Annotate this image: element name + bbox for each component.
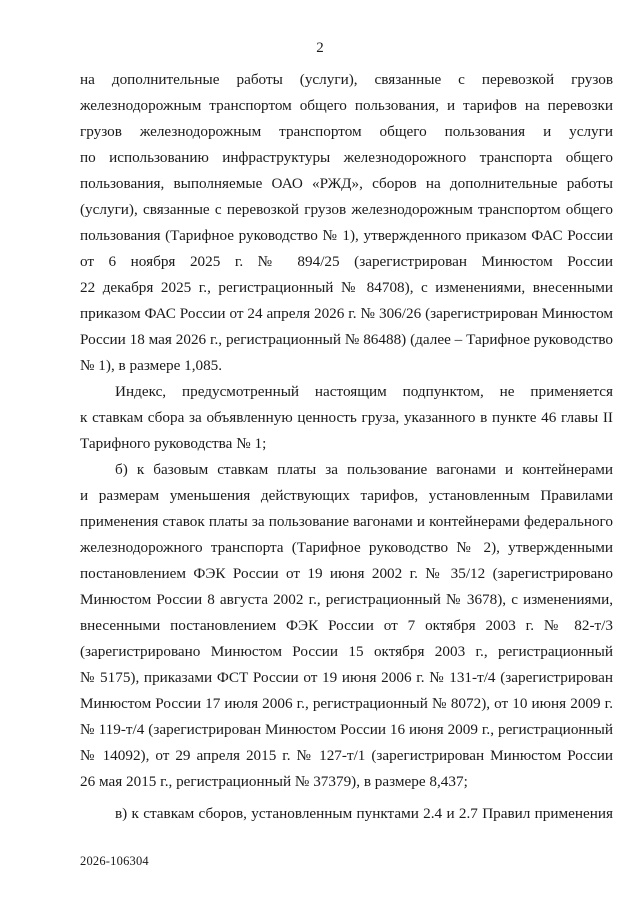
text-line: и размерам уменьшения действующих тарифов, установленным Правилами [80, 487, 613, 504]
text-line: Минюстом России 8 августа 2002 г., регистрационный № 3678), с изменениями, [80, 591, 613, 608]
text-line: России 18 мая 2026 г., регистрационный № 86488) (далее – Тарифное руководство [80, 331, 613, 348]
text-line: № 14092), от 29 апреля 2015 г. № 127-т/1 (зарегистрирован Минюстом России [80, 747, 613, 764]
text-line: от 6 ноября 2025 г. № 894/25 (зарегистрирован Минюстом России [80, 253, 613, 270]
text-line: постановлением ФЭК России от 19 июня 2002 г. № 35/12 (зарегистрировано [80, 565, 613, 582]
text-line: железнодорожного транспорта (Тарифное руководство № 2), утвержденными [80, 539, 613, 556]
text-line: 22 декабря 2025 г., регистрационный № 84708), с изменениями, внесенными [80, 279, 613, 296]
text-line: по использованию инфраструктуры железнодорожного транспорта общего [80, 149, 613, 166]
text-line: (зарегистрировано Минюстом России 15 октября 2003 г., регистрационный [80, 643, 613, 660]
text-line: внесенными постановлением ФЭК России от 7 октября 2003 г. № 82-т/3 [80, 617, 613, 634]
text-line: пользования, выполняемые ОАО «РЖД», сборов на дополнительные работы [80, 175, 613, 192]
text-line: Минюстом России 17 июля 2006 г., регистрационный № 8072), от 10 июня 2009 г. [80, 695, 613, 712]
text-line: грузов железнодорожным транспортом общего пользования и услуги [80, 123, 613, 140]
text-line: № 119-т/4 (зарегистрирован Минюстом России 16 июня 2009 г., регистрационный [80, 721, 613, 738]
text-line: применения ставок платы за пользование вагонами и контейнерами федерального [80, 513, 613, 530]
text-line: б) к базовым ставкам платы за пользование вагонами и контейнерами [115, 461, 613, 478]
page-number: 2 [316, 40, 324, 56]
text-line: (услуги), связанные с перевозкой грузов железнодорожным транспортом общего [80, 201, 613, 218]
document-id: 2026-106304 [80, 854, 149, 868]
text-line: Индекс, предусмотренный настоящим подпунктом, не применяется [115, 383, 613, 400]
text-line: в) к ставкам сборов, установленным пунктами 2.4 и 2.7 Правил применения [115, 805, 613, 822]
text-line: приказом ФАС России от 24 апреля 2026 г. № 306/26 (зарегистрирован Минюстом [80, 305, 613, 322]
text-line: № 1), в размере 1,085. [80, 357, 223, 374]
text-line: № 5175), приказами ФСТ России от 19 июня 2006 г. № 131-т/4 (зарегистрирован [80, 669, 613, 686]
text-line: 26 мая 2015 г., регистрационный № 37379), в размере 8,437; [80, 773, 468, 790]
text-line: к ставкам сбора за объявленную ценность груза, указанного в пункте 46 главы II [80, 409, 613, 426]
text-line: на дополнительные работы (услуги), связанные с перевозкой грузов [80, 71, 613, 88]
text-line: Тарифного руководства № 1; [80, 435, 267, 452]
text-line: пользования (Тарифное руководство № 1), утвержденного приказом ФАС России [80, 227, 613, 244]
text-line: железнодорожным транспортом общего пользования, и тарифов на перевозки [80, 97, 613, 114]
